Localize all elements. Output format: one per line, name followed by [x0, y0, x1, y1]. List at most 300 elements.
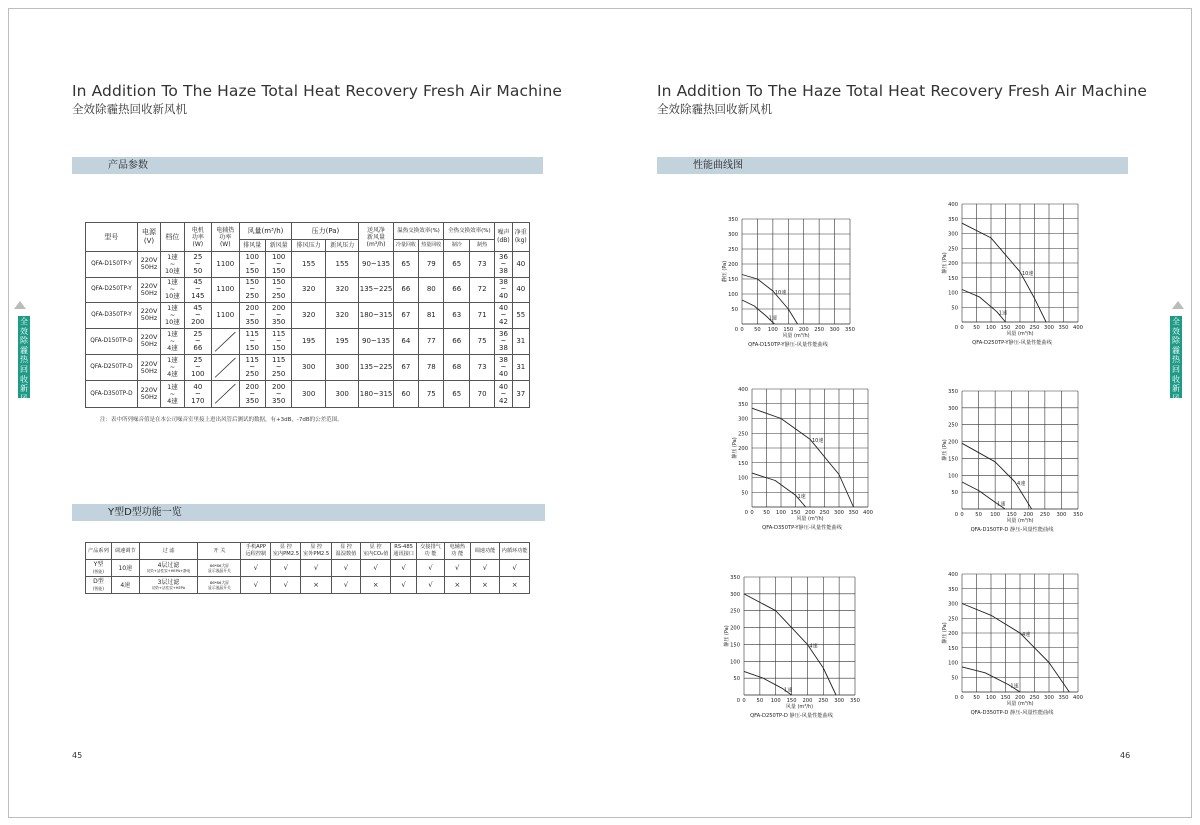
spec-cell-gear: 1速 ~ 4速 — [161, 381, 184, 407]
spec-cell-weight: 55 — [512, 303, 529, 329]
side-tab-char: 风 — [1172, 393, 1180, 403]
origin-label: 0 — [954, 325, 958, 331]
page-number-right: 46 — [1120, 751, 1131, 760]
spec-cell-gear: 1速 ~ 10速 — [161, 303, 184, 329]
x-tick-label: 300 — [1044, 325, 1054, 331]
spec-cell-fresh: 115 ~ 150 — [265, 328, 291, 354]
y-tick-label: 350 — [730, 575, 740, 581]
spec-cell-h2: 75 — [469, 328, 494, 354]
spec-cell-heater: 1100 — [212, 277, 239, 303]
spec-cell-p_fr: 155 — [325, 252, 359, 278]
y-tick-label: 250 — [730, 608, 740, 615]
th-fresh-pressure: 新风压力 — [325, 240, 359, 252]
x-tick-label: 200 — [805, 510, 815, 516]
origin-label: 0 — [954, 695, 958, 701]
x-tick-label: 0 — [960, 325, 964, 331]
section-bar-functions — [72, 504, 545, 521]
spec-cell-h2: 73 — [469, 354, 494, 380]
spec-cell-power: 220V 50Hz — [137, 277, 160, 303]
series-line — [962, 443, 1032, 509]
x-tick-label: 100 — [770, 698, 781, 704]
x-tick-label: 200 — [1023, 512, 1034, 518]
x-tick-label: 400 — [1073, 325, 1083, 331]
spec-cell-exhaust: 200 ~ 350 — [239, 381, 265, 407]
spec-cell-cool: 67 — [393, 354, 418, 380]
side-tab-char: 热 — [1172, 355, 1180, 365]
spec-cell-purified: 135~225 — [359, 354, 393, 380]
spec-cell-exhaust: 150 ~ 250 — [239, 277, 265, 303]
feature-header: 过 滤 — [139, 543, 198, 560]
x-tick-label: 250 — [1029, 695, 1040, 701]
origin-label: 0 — [744, 510, 748, 516]
section-title-curves: 性能曲线图 — [693, 160, 743, 171]
section-title-params: 产品参数 — [108, 160, 148, 171]
y-axis-label: 静压 (Pa) — [942, 439, 948, 461]
spec-cell-exhaust: 115 ~ 150 — [239, 328, 265, 354]
x-tick-label: 0 — [740, 327, 744, 333]
spec-cell-fresh: 115 ~ 250 — [265, 354, 291, 380]
side-tab-char: 霾 — [20, 345, 28, 355]
side-tab-right[interactable] — [1170, 316, 1182, 413]
check-mark-icon: √ — [331, 577, 361, 594]
x-axis-label: 风量 (m³/h) — [785, 704, 814, 710]
chart-d350tp-d — [922, 568, 1092, 728]
check-mark-icon: √ — [417, 577, 445, 594]
x-tick-label: 250 — [818, 698, 829, 704]
series-label: 1速 — [768, 315, 777, 322]
spec-table — [85, 222, 530, 408]
check-mark-icon: √ — [241, 560, 271, 577]
y-tick-label: 300 — [948, 405, 958, 412]
series-label: 4速 — [809, 643, 818, 650]
spec-cell-c2: 65 — [444, 252, 469, 278]
y-tick-label: 100 — [738, 475, 748, 482]
y-tick-label: 250 — [948, 616, 958, 623]
series-label: 10速 — [774, 290, 787, 296]
y-tick-label: 350 — [738, 401, 748, 408]
x-tick-label: 200 — [1015, 695, 1025, 701]
x-tick-label: 200 — [1015, 325, 1025, 331]
th-cool-rec: 冷量回收 — [393, 240, 418, 252]
x-tick-label: 350 — [850, 698, 860, 704]
feature-header: 交接排气 功 能 — [417, 543, 445, 560]
side-tab-char: 收 — [20, 374, 28, 384]
spec-cell-p_fr: 320 — [325, 303, 359, 329]
spec-cell-model: QFA-D250TP-Y — [86, 277, 138, 303]
feature-table — [85, 542, 530, 594]
x-tick-label: 200 — [802, 698, 813, 704]
side-tab-char: 回 — [1172, 364, 1180, 374]
x-tick-label: 350 — [845, 327, 855, 333]
side-tab-char: 机 — [20, 403, 28, 413]
spec-cell-model: QFA-D250TP-D — [86, 354, 138, 380]
spec-cell-heat: 81 — [419, 303, 444, 329]
y-tick-label: 300 — [948, 231, 958, 238]
feature-row — [86, 560, 530, 577]
side-tab-left[interactable] — [18, 316, 30, 413]
chart-title: QFA-D350TP-Y静压-风量性能曲线 — [762, 525, 842, 531]
spec-cell-fresh: 150 ~ 250 — [265, 277, 291, 303]
y-tick-label: 50 — [951, 490, 958, 497]
y-tick-label: 300 — [738, 416, 748, 423]
x-tick-label: 350 — [1058, 325, 1069, 331]
y-tick-label: 250 — [948, 422, 958, 429]
feature-header: 产品系列 — [86, 543, 112, 560]
chart-title: QFA-D250TP-D 静压-风量性能曲线 — [750, 713, 833, 719]
spec-cell-p_fr: 320 — [325, 277, 359, 303]
spec-cell-power: 220V 50Hz — [137, 381, 160, 407]
spec-cell-heater: 1100 — [212, 303, 239, 329]
spec-row — [86, 381, 530, 407]
feature-series: D型 (智能) — [86, 577, 112, 594]
y-tick-label: 250 — [728, 247, 738, 253]
side-tab-char: 全 — [20, 317, 28, 326]
chart-d250tp-d — [712, 571, 882, 729]
y-tick-label: 350 — [948, 586, 958, 593]
y-tick-label: 200 — [738, 446, 748, 452]
spec-cell-weight: 31 — [512, 354, 529, 380]
y-tick-label: 200 — [948, 261, 958, 267]
x-tick-label: 300 — [834, 510, 844, 516]
spec-cell-cool: 60 — [393, 381, 418, 407]
x-axis-label: 风量 (m³/h) — [782, 333, 810, 339]
side-tab-char: 机 — [1172, 403, 1180, 413]
th-enth-eff: 全热交换效率(%) — [444, 223, 495, 240]
spec-cell-exhaust: 115 ~ 250 — [239, 354, 265, 380]
x-tick-label: 400 — [863, 510, 873, 516]
spec-cell-noise: 38 ~ 40 — [495, 354, 512, 380]
chart-d250tp-y — [922, 198, 1092, 356]
y-axis-label: 静压 (Pa) — [942, 622, 948, 644]
spec-cell-heater — [212, 354, 239, 380]
series-label: 1速 — [997, 501, 1006, 508]
x-tick-label: 300 — [1056, 512, 1067, 518]
spec-cell-p_fr: 195 — [325, 328, 359, 354]
spec-cell-fresh: 200 ~ 350 — [265, 303, 291, 329]
feature-switch: 86*86大屏 显示液晶开关 — [198, 577, 241, 594]
series-label: 1速 — [1010, 683, 1019, 690]
y-tick-label: 250 — [948, 246, 958, 253]
th-gear: 档位 — [161, 223, 184, 252]
y-tick-label: 150 — [728, 277, 738, 283]
x-tick-label: 50 — [754, 327, 761, 333]
x-tick-label: 50 — [756, 698, 764, 704]
spec-cell-noise: 38 ~ 40 — [495, 277, 512, 303]
spec-cell-purified: 180~315 — [359, 381, 393, 407]
spec-cell-heat: 75 — [419, 381, 444, 407]
side-tab-char: 收 — [1172, 374, 1180, 384]
section-bar-params — [72, 157, 543, 174]
th-weight: 净重 (kg) — [512, 223, 529, 252]
y-tick-label: 200 — [948, 631, 958, 637]
page-title-cn-right: 全效除霾热回收新风机 — [657, 102, 772, 116]
x-tick-label: 350 — [1073, 512, 1083, 518]
series-label: 10速 — [812, 438, 824, 445]
x-tick-label: 250 — [1039, 512, 1050, 518]
th-heating: 制热 — [469, 240, 494, 252]
spec-cell-model: QFA-D150TP-Y — [86, 252, 138, 278]
y-tick-label: 150 — [738, 460, 748, 467]
y-tick-label: 150 — [730, 642, 740, 649]
x-tick-label: 50 — [763, 510, 770, 516]
series-label: 4速 — [1017, 481, 1026, 488]
origin-label: 0 — [734, 327, 738, 333]
spec-cell-weight: 31 — [512, 328, 529, 354]
spec-cell-noise: 36 ~ 38 — [495, 252, 512, 278]
spec-cell-p_ex: 320 — [292, 303, 326, 329]
x-tick-label: 50 — [975, 512, 982, 518]
x-tick-label: 150 — [1000, 695, 1011, 701]
x-tick-label: 300 — [1044, 695, 1054, 701]
origin-label: 0 — [736, 698, 740, 704]
feature-filter: 3层过滤 初效+活性炭+HEPA — [139, 577, 198, 594]
chart-d150tp-y — [712, 212, 872, 357]
x-tick-label: 100 — [767, 327, 778, 333]
x-tick-label: 50 — [973, 325, 980, 331]
section-bar-curves — [657, 157, 1128, 174]
page-number-left: 45 — [72, 751, 83, 760]
spec-cell-p_ex: 300 — [292, 354, 326, 380]
x-axis-label: 风量 (m³/h) — [1006, 331, 1034, 337]
x-tick-label: 0 — [960, 695, 964, 701]
spec-row — [86, 303, 530, 329]
side-tab-char: 除 — [1172, 336, 1180, 346]
check-mark-icon: √ — [301, 560, 331, 577]
x-tick-label: 100 — [776, 510, 786, 516]
y-tick-label: 100 — [948, 660, 958, 667]
y-tick-label: 150 — [948, 456, 958, 463]
x-tick-label: 100 — [986, 695, 996, 701]
series-label: 1速 — [784, 687, 793, 694]
y-tick-label: 350 — [728, 217, 738, 223]
side-tab-char: 霾 — [1172, 345, 1180, 355]
check-mark-icon: √ — [391, 577, 417, 594]
spec-cell-purified: 90~135 — [359, 328, 393, 354]
side-tab-char: 热 — [20, 355, 28, 365]
series-label: 1速 — [797, 494, 806, 501]
th-cooling: 制冷 — [444, 240, 469, 252]
spec-cell-weight: 40 — [512, 252, 529, 278]
spec-cell-h2: 72 — [469, 277, 494, 303]
y-tick-label: 350 — [948, 216, 958, 223]
spec-cell-heat: 79 — [419, 252, 444, 278]
origin-label: 0 — [954, 512, 958, 518]
side-tab-char: 风 — [20, 393, 28, 403]
y-tick-label: 150 — [948, 645, 958, 652]
th-pressure: 压力(Pa) — [292, 223, 359, 240]
y-tick-label: 250 — [738, 431, 748, 438]
chart-d350tp-y — [712, 383, 882, 541]
spec-cell-p_fr: 300 — [325, 381, 359, 407]
spec-cell-h2: 73 — [469, 252, 494, 278]
spec-cell-cool: 65 — [393, 252, 418, 278]
section-title-functions: Y型D型功能一览 — [108, 507, 182, 518]
y-tick-label: 100 — [728, 292, 738, 298]
check-mark-icon: √ — [361, 560, 391, 577]
cross-mark-icon: × — [361, 577, 391, 594]
chart-title: QFA-D250TP-Y静压-风量性能曲线 — [972, 340, 1052, 346]
x-axis-label: 风量 (m³/h) — [1006, 518, 1034, 524]
x-tick-label: 300 — [829, 327, 840, 333]
y-axis-label: 静压 (Pa) — [942, 252, 948, 274]
spec-cell-gear: 1速 ~ 4速 — [161, 328, 184, 354]
series-line — [752, 473, 806, 507]
y-tick-label: 50 — [731, 307, 738, 313]
th-power: 电源 (V) — [137, 223, 160, 252]
feature-filter: 4层过滤 初效+活性炭+HEPA+静电 — [139, 560, 198, 577]
spec-cell-power: 220V 50Hz — [137, 252, 160, 278]
check-mark-icon: √ — [331, 560, 361, 577]
cross-mark-icon: × — [470, 577, 500, 594]
spec-cell-c2: 65 — [444, 381, 469, 407]
feature-header: 电辅热 功 能 — [444, 543, 470, 560]
spec-cell-noise: 40 ~ 42 — [495, 381, 512, 407]
spec-cell-gear: 1速 ~ 4速 — [161, 354, 184, 380]
spec-cell-heat: 80 — [419, 277, 444, 303]
spec-cell-noise: 36 ~ 38 — [495, 328, 512, 354]
feature-header: 调速功能 — [470, 543, 500, 560]
spec-cell-model: QFA-D350TP-Y — [86, 303, 138, 329]
cross-mark-icon: × — [301, 577, 331, 594]
check-mark-icon: √ — [271, 560, 301, 577]
y-tick-label: 300 — [730, 591, 740, 598]
series-label: 4速 — [1022, 632, 1031, 638]
y-tick-label: 300 — [948, 601, 958, 608]
spec-cell-exhaust: 100 ~ 150 — [239, 252, 265, 278]
x-tick-label: 0 — [742, 698, 746, 704]
cross-mark-icon: × — [500, 577, 530, 594]
x-tick-label: 400 — [1073, 695, 1083, 701]
th-noise: 噪声 (dB) — [495, 223, 512, 252]
spec-cell-c2: 68 — [444, 354, 469, 380]
spec-cell-gear: 1速 ~ 10速 — [161, 252, 184, 278]
spec-cell-motor: 40 ~ 170 — [184, 381, 211, 407]
y-tick-label: 50 — [951, 675, 958, 682]
check-mark-icon: √ — [500, 560, 530, 577]
x-tick-label: 100 — [986, 325, 996, 331]
check-mark-icon: √ — [470, 560, 500, 577]
check-mark-icon: √ — [444, 560, 470, 577]
y-axis-label: 静压 (Pa) — [732, 437, 738, 459]
spec-cell-exhaust: 200 ~ 350 — [239, 303, 265, 329]
feature-header: 手机APP 远程控制 — [241, 543, 271, 560]
x-axis-label: 风量 (m³/h) — [1006, 701, 1034, 707]
chart-title: QFA-D150TP-D 静压-风量性能曲线 — [970, 527, 1054, 533]
spec-cell-p_ex: 195 — [292, 328, 326, 354]
spec-cell-motor: 25 ~ 66 — [184, 328, 211, 354]
spec-cell-cool: 67 — [393, 303, 418, 329]
y-tick-label: 100 — [730, 659, 740, 666]
chart-d150tp-d — [922, 385, 1092, 543]
spec-cell-power: 220V 50Hz — [137, 303, 160, 329]
side-pointer-right — [1172, 301, 1184, 309]
x-tick-label: 250 — [819, 510, 830, 516]
spec-cell-c2: 66 — [444, 328, 469, 354]
feature-switch: 86*86大屏 显示液晶开关 — [198, 560, 241, 577]
y-tick-label: 50 — [741, 490, 748, 497]
th-exhaust-pressure: 排风压力 — [292, 240, 326, 252]
feature-header: RS-485 通讯接口 — [391, 543, 417, 560]
spec-cell-purified: 180~315 — [359, 303, 393, 329]
check-mark-icon: √ — [241, 577, 271, 594]
spec-cell-power: 220V 50Hz — [137, 328, 160, 354]
x-tick-label: 350 — [848, 510, 859, 516]
th-heat-rec: 热量回收 — [419, 240, 444, 252]
y-tick-label: 400 — [948, 202, 958, 208]
series-label: 1速 — [998, 310, 1007, 317]
x-tick-label: 0 — [960, 512, 964, 518]
feature-speed: 10速 — [111, 560, 139, 577]
x-axis-label: 风量 (m³/h) — [796, 516, 824, 522]
spec-cell-heater: 1100 — [212, 252, 239, 278]
spec-cell-gear: 1速 ~ 10速 — [161, 277, 184, 303]
x-tick-label: 100 — [990, 512, 1001, 518]
series-label: 10速 — [1022, 270, 1034, 277]
spec-row — [86, 252, 530, 278]
spec-cell-c2: 66 — [444, 277, 469, 303]
spec-cell-p_ex: 155 — [292, 252, 326, 278]
feature-header: 显 控 室内CO₂值 — [361, 543, 391, 560]
th-heater-power: 电辅热 功率 (W) — [212, 223, 239, 252]
y-tick-label: 300 — [728, 232, 738, 238]
spec-cell-model: QFA-D350TP-D — [86, 381, 138, 407]
series-line — [962, 290, 1006, 323]
spec-cell-h2: 71 — [469, 303, 494, 329]
spec-cell-motor: 45 ~ 145 — [184, 277, 211, 303]
check-mark-icon: √ — [417, 560, 445, 577]
side-tab-char: 新 — [20, 384, 28, 394]
not-applicable-slash — [212, 381, 238, 406]
spec-cell-motor: 25 ~ 100 — [184, 354, 211, 380]
th-model: 型号 — [86, 223, 138, 252]
page-title-en-right: In Addition To The Haze Total Heat Recovery Fresh Air Machine — [657, 82, 1147, 100]
spec-cell-heat: 78 — [419, 354, 444, 380]
spec-cell-purified: 135~225 — [359, 277, 393, 303]
spec-cell-fresh: 200 ~ 350 — [265, 381, 291, 407]
spec-cell-weight: 37 — [512, 381, 529, 407]
x-tick-label: 150 — [1006, 512, 1017, 518]
x-tick-label: 300 — [834, 698, 845, 704]
y-tick-label: 150 — [948, 275, 958, 282]
x-tick-label: 250 — [814, 327, 825, 333]
spec-cell-p_ex: 300 — [292, 381, 326, 407]
y-tick-label: 50 — [951, 305, 958, 312]
x-tick-label: 150 — [1000, 325, 1011, 331]
spec-cell-heater — [212, 328, 239, 354]
spec-cell-h2: 70 — [469, 381, 494, 407]
y-tick-label: 350 — [948, 389, 958, 395]
y-tick-label: 200 — [948, 439, 958, 446]
x-tick-label: 150 — [790, 510, 801, 516]
spec-cell-power: 220V 50Hz — [137, 354, 160, 380]
y-tick-label: 400 — [948, 572, 958, 578]
th-purified: 送风净 新风量 (m³/h) — [359, 223, 393, 252]
spec-cell-cool: 66 — [393, 277, 418, 303]
spec-cell-motor: 25 ~ 50 — [184, 252, 211, 278]
spec-cell-fresh: 100 ~ 150 — [265, 252, 291, 278]
th-fresh-air: 新风量 — [265, 240, 291, 252]
feature-header: 内循环功能 — [500, 543, 530, 560]
spec-cell-motor: 45 ~ 200 — [184, 303, 211, 329]
x-tick-label: 150 — [783, 327, 794, 333]
spec-cell-c2: 63 — [444, 303, 469, 329]
spec-cell-purified: 90~135 — [359, 252, 393, 278]
feature-speed: 4速 — [111, 577, 139, 594]
feature-header: 调速调节 — [111, 543, 139, 560]
side-tab-char: 效 — [1172, 326, 1180, 336]
spec-cell-weight: 40 — [512, 277, 529, 303]
spec-cell-noise: 40 ~ 42 — [495, 303, 512, 329]
